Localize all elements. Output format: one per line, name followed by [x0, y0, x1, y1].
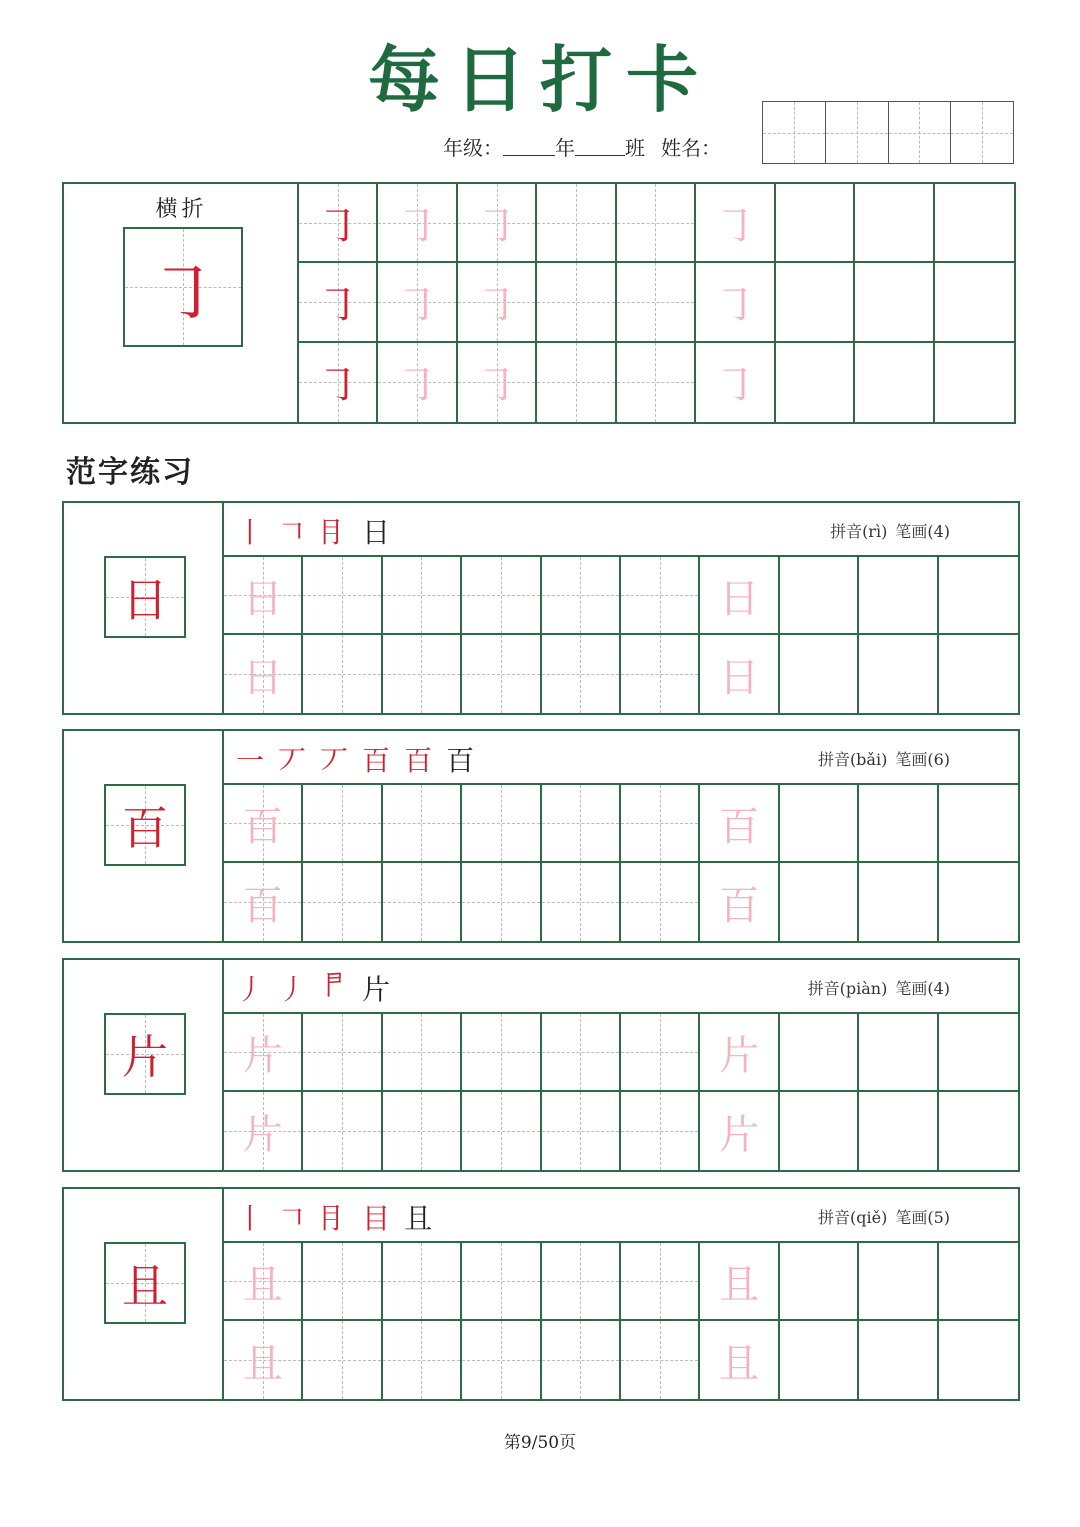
stroke-practice-cell[interactable] — [935, 343, 1014, 422]
stroke-order-step: 且 — [404, 1202, 433, 1235]
practice-glyph: 且 — [719, 1340, 760, 1387]
name-cell[interactable] — [889, 102, 952, 163]
char-practice-cell[interactable] — [780, 863, 859, 941]
char-practice-cell[interactable] — [621, 1092, 700, 1170]
char-practice-cell[interactable] — [383, 557, 462, 635]
char-practice-cell[interactable] — [700, 1014, 779, 1092]
practice-glyph: ㇆ — [475, 279, 518, 329]
char-practice-cell[interactable] — [700, 1321, 779, 1399]
char-model-glyph: 且 — [122, 1259, 168, 1313]
stroke-order-step: 丆 — [278, 744, 307, 777]
char-practice-block — [62, 501, 1020, 715]
char-practice-cell[interactable] — [303, 1092, 382, 1170]
stroke-practice-cell[interactable] — [617, 184, 696, 263]
char-practice-cell[interactable] — [383, 785, 462, 863]
stroke-model-box — [123, 227, 243, 347]
char-model-box — [104, 1242, 186, 1324]
stroke-name: 横折 — [155, 197, 208, 222]
char-practice-cell[interactable] — [780, 635, 859, 713]
char-practice-cell[interactable] — [542, 1321, 621, 1399]
char-practice-cell[interactable] — [462, 1321, 541, 1399]
char-header — [224, 503, 1018, 557]
student-info-line — [443, 132, 721, 161]
char-practice-cell[interactable] — [542, 785, 621, 863]
char-practice-cell[interactable] — [700, 1243, 779, 1321]
char-practice-cell[interactable] — [700, 557, 779, 635]
char-practice-cell[interactable] — [859, 1014, 938, 1092]
char-practice-grid — [224, 1014, 1018, 1170]
char-model-panel — [64, 1189, 224, 1399]
char-practice-cell[interactable] — [462, 1092, 541, 1170]
char-practice-cell[interactable] — [780, 785, 859, 863]
class-suffix: 班 — [625, 136, 645, 160]
practice-glyph: 日 — [242, 575, 283, 622]
name-cell[interactable] — [951, 102, 1013, 163]
stroke-order-step: 丨 — [236, 516, 265, 549]
stroke-practice-cell[interactable] — [617, 263, 696, 342]
char-practice-block — [62, 1187, 1020, 1401]
practice-glyph: 百 — [242, 882, 283, 929]
char-practice-cell[interactable] — [224, 785, 303, 863]
char-practice-cell[interactable] — [224, 1243, 303, 1321]
char-practice-cell[interactable] — [542, 1092, 621, 1170]
char-practice-cell[interactable] — [224, 557, 303, 635]
practice-glyph: 且 — [719, 1261, 760, 1308]
char-practice-cell[interactable] — [939, 1014, 1018, 1092]
char-practice-cell[interactable] — [939, 1243, 1018, 1321]
char-practice-cell[interactable] — [780, 1014, 859, 1092]
char-practice-cell[interactable] — [859, 557, 938, 635]
char-practice-cell[interactable] — [542, 635, 621, 713]
stroke-practice-cell[interactable] — [537, 184, 616, 263]
char-practice-cell[interactable] — [542, 557, 621, 635]
pinyin-label: 拼音(bǎi) — [817, 750, 888, 769]
stroke-practice-cell[interactable] — [458, 184, 537, 263]
stroke-practice-cell[interactable] — [696, 184, 775, 263]
practice-glyph: ㇆ — [713, 200, 756, 250]
pinyin-strokes-info — [808, 976, 950, 999]
stroke-order — [236, 511, 390, 551]
strokes-label: 笔画(4) — [895, 979, 950, 998]
stroke-practice-grid — [299, 184, 1014, 422]
pinyin-label: 拼音(qiě) — [818, 1208, 888, 1227]
char-practice-cell[interactable] — [621, 863, 700, 941]
practice-glyph: 日 — [719, 654, 760, 701]
pinyin-strokes-info — [818, 1205, 950, 1228]
char-practice-cell[interactable] — [939, 1092, 1018, 1170]
practice-glyph: 片 — [719, 1111, 760, 1158]
stroke-order — [236, 1197, 432, 1237]
char-practice-cell[interactable] — [462, 785, 541, 863]
char-practice-cell[interactable] — [542, 863, 621, 941]
strokes-label: 笔画(5) — [895, 1208, 950, 1227]
char-model-box — [104, 556, 186, 638]
char-practice-cell[interactable] — [383, 1014, 462, 1092]
stroke-practice-cell[interactable] — [458, 343, 537, 422]
char-practice-cell[interactable] — [859, 1243, 938, 1321]
char-practice-grid — [224, 1243, 1018, 1399]
stroke-practice-cell[interactable] — [935, 184, 1014, 263]
stroke-practice-cell[interactable] — [855, 343, 934, 422]
stroke-order-step: 丆 — [320, 744, 349, 777]
name-input-grid[interactable] — [762, 101, 1014, 164]
stroke-practice-cell[interactable] — [299, 343, 378, 422]
practice-glyph: ㇆ — [475, 200, 518, 250]
char-model-panel — [64, 731, 224, 941]
stroke-model-glyph: ㇆ — [148, 253, 217, 333]
practice-glyph: ㇆ — [396, 360, 439, 410]
practice-glyph: ㇆ — [316, 279, 359, 329]
practice-glyph: 百 — [242, 803, 283, 850]
char-practice-cell[interactable] — [224, 635, 303, 713]
stroke-practice-cell[interactable] — [935, 263, 1014, 342]
char-model-box — [104, 1013, 186, 1095]
stroke-model-panel — [64, 184, 299, 422]
char-model-panel — [64, 960, 224, 1170]
char-practice-cell[interactable] — [303, 863, 382, 941]
stroke-order-step: 片 — [362, 973, 391, 1006]
stroke-order-step: 一 — [236, 744, 265, 777]
stroke-practice-cell[interactable] — [855, 184, 934, 263]
char-practice-cell[interactable] — [383, 635, 462, 713]
page-title: 每日打卡 — [367, 37, 712, 122]
char-practice-cell[interactable] — [462, 635, 541, 713]
practice-glyph: 百 — [719, 803, 760, 850]
char-practice-cell[interactable] — [224, 1014, 303, 1092]
class-blank[interactable] — [575, 137, 625, 156]
stroke-practice-cell[interactable] — [696, 263, 775, 342]
page-number: 第9/50页 — [503, 1433, 577, 1453]
practice-glyph: ㇆ — [396, 200, 439, 250]
char-model-glyph: 日 — [122, 573, 168, 627]
practice-glyph: 片 — [242, 1111, 283, 1158]
stroke-order-step: 丿 — [236, 973, 265, 1006]
char-practice-block — [62, 729, 1020, 943]
name-cell[interactable] — [826, 102, 889, 163]
practice-glyph: ㇆ — [713, 360, 756, 410]
stroke-practice-cell[interactable] — [378, 263, 457, 342]
stroke-order-step: ⺝ — [320, 516, 349, 549]
stroke-order — [236, 739, 474, 779]
stroke-practice-cell[interactable] — [537, 263, 616, 342]
stroke-practice-cell[interactable] — [537, 343, 616, 422]
practice-glyph: ㇆ — [713, 279, 756, 329]
char-practice-cell[interactable] — [621, 1014, 700, 1092]
char-practice-cell[interactable] — [780, 557, 859, 635]
stroke-order-step: 丿 — [278, 973, 307, 1006]
char-practice-cell[interactable] — [859, 863, 938, 941]
practice-glyph: 片 — [719, 1032, 760, 1079]
stroke-order-step: 𠁣 — [320, 968, 349, 1001]
name-label: 姓名： — [661, 136, 721, 160]
char-practice-cell[interactable] — [700, 1092, 779, 1170]
char-model-glyph: 百 — [122, 801, 168, 855]
pinyin-label: 拼音(piàn) — [807, 979, 888, 998]
char-practice-cell[interactable] — [939, 863, 1018, 941]
strokes-label: 笔画(4) — [895, 522, 950, 541]
char-practice-cell[interactable] — [859, 1092, 938, 1170]
practice-glyph: ㇆ — [396, 279, 439, 329]
stroke-practice-cell[interactable] — [617, 343, 696, 422]
stroke-practice-cell[interactable] — [299, 263, 378, 342]
stroke-practice-block — [62, 182, 1016, 424]
char-practice-cell[interactable] — [542, 1014, 621, 1092]
char-practice-cell[interactable] — [303, 1321, 382, 1399]
strokes-label: 笔画(6) — [895, 750, 950, 769]
char-practice-grid — [224, 785, 1018, 941]
char-practice-cell[interactable] — [939, 1321, 1018, 1399]
char-practice-cell[interactable] — [939, 785, 1018, 863]
pinyin-strokes-info — [830, 519, 950, 542]
char-practice-cell[interactable] — [303, 1243, 382, 1321]
char-practice-cell[interactable] — [939, 557, 1018, 635]
char-practice-cell[interactable] — [303, 785, 382, 863]
char-practice-cell[interactable] — [939, 635, 1018, 713]
pinyin-label: 拼音(rì) — [830, 522, 888, 541]
char-model-glyph: 片 — [122, 1030, 168, 1084]
char-model-box — [104, 784, 186, 866]
char-practice-cell[interactable] — [700, 785, 779, 863]
char-practice-cell[interactable] — [224, 1321, 303, 1399]
practice-glyph: 片 — [242, 1032, 283, 1079]
stroke-practice-cell[interactable] — [696, 343, 775, 422]
char-practice-cell[interactable] — [621, 785, 700, 863]
practice-glyph: 日 — [719, 575, 760, 622]
name-cell[interactable] — [763, 102, 826, 163]
stroke-practice-cell[interactable] — [776, 263, 855, 342]
char-practice-cell[interactable] — [859, 785, 938, 863]
char-practice-block — [62, 958, 1020, 1172]
char-practice-grid — [224, 557, 1018, 713]
char-practice-cell[interactable] — [462, 1014, 541, 1092]
practice-glyph: ㇆ — [475, 360, 518, 410]
char-practice-cell[interactable] — [621, 635, 700, 713]
stroke-practice-cell[interactable] — [776, 343, 855, 422]
char-practice-cell[interactable] — [859, 1321, 938, 1399]
stroke-practice-cell[interactable] — [776, 184, 855, 263]
grade-label: 年级： — [443, 136, 503, 160]
char-practice-cell[interactable] — [859, 635, 938, 713]
stroke-order-step: 日 — [362, 516, 391, 549]
char-practice-cell[interactable] — [542, 1243, 621, 1321]
practice-glyph: ㇆ — [316, 360, 359, 410]
stroke-order-step: 目 — [362, 1202, 391, 1235]
char-practice-cell[interactable] — [621, 1321, 700, 1399]
char-practice-cell[interactable] — [224, 1092, 303, 1170]
stroke-order-step: 百 — [446, 744, 475, 777]
char-practice-cell[interactable] — [224, 863, 303, 941]
practice-glyph: 且 — [242, 1261, 283, 1308]
char-practice-cell[interactable] — [383, 1092, 462, 1170]
char-practice-cell[interactable] — [383, 863, 462, 941]
stroke-practice-cell[interactable] — [458, 263, 537, 342]
stroke-practice-cell[interactable] — [378, 184, 457, 263]
char-model-panel — [64, 503, 224, 713]
year-suffix: 年 — [555, 136, 575, 160]
stroke-order-step: 𠃍 — [278, 1202, 307, 1235]
char-practice-cell[interactable] — [303, 1014, 382, 1092]
char-practice-cell[interactable] — [621, 557, 700, 635]
stroke-order-step: 丨 — [236, 1202, 265, 1235]
char-practice-cell[interactable] — [462, 863, 541, 941]
char-practice-cell[interactable] — [383, 1321, 462, 1399]
char-practice-cell[interactable] — [700, 863, 779, 941]
char-header — [224, 731, 1018, 785]
char-practice-cell[interactable] — [462, 1243, 541, 1321]
stroke-order-step: 百 — [362, 744, 391, 777]
practice-glyph: ㇆ — [316, 200, 359, 250]
practice-glyph: 百 — [719, 882, 760, 929]
char-practice-cell[interactable] — [780, 1243, 859, 1321]
char-header — [224, 1189, 1018, 1243]
char-practice-cell[interactable] — [303, 557, 382, 635]
stroke-practice-cell[interactable] — [378, 343, 457, 422]
stroke-order — [236, 968, 390, 1008]
stroke-practice-cell[interactable] — [855, 263, 934, 342]
char-header — [224, 960, 1018, 1014]
practice-glyph: 且 — [242, 1340, 283, 1387]
stroke-order-step: ⺝ — [320, 1202, 349, 1235]
char-practice-cell[interactable] — [700, 635, 779, 713]
char-practice-cell[interactable] — [780, 1321, 859, 1399]
char-practice-cell[interactable] — [462, 557, 541, 635]
grade-blank[interactable] — [503, 137, 555, 156]
pinyin-strokes-info — [818, 747, 950, 770]
practice-glyph: 日 — [242, 654, 283, 701]
char-practice-cell[interactable] — [303, 635, 382, 713]
stroke-practice-cell[interactable] — [299, 184, 378, 263]
section-title: 范字练习 — [66, 455, 194, 490]
stroke-order-step: 百 — [404, 744, 433, 777]
stroke-order-step: 𠃍 — [278, 516, 307, 549]
char-practice-cell[interactable] — [780, 1092, 859, 1170]
char-practice-cell[interactable] — [383, 1243, 462, 1321]
char-practice-cell[interactable] — [621, 1243, 700, 1321]
